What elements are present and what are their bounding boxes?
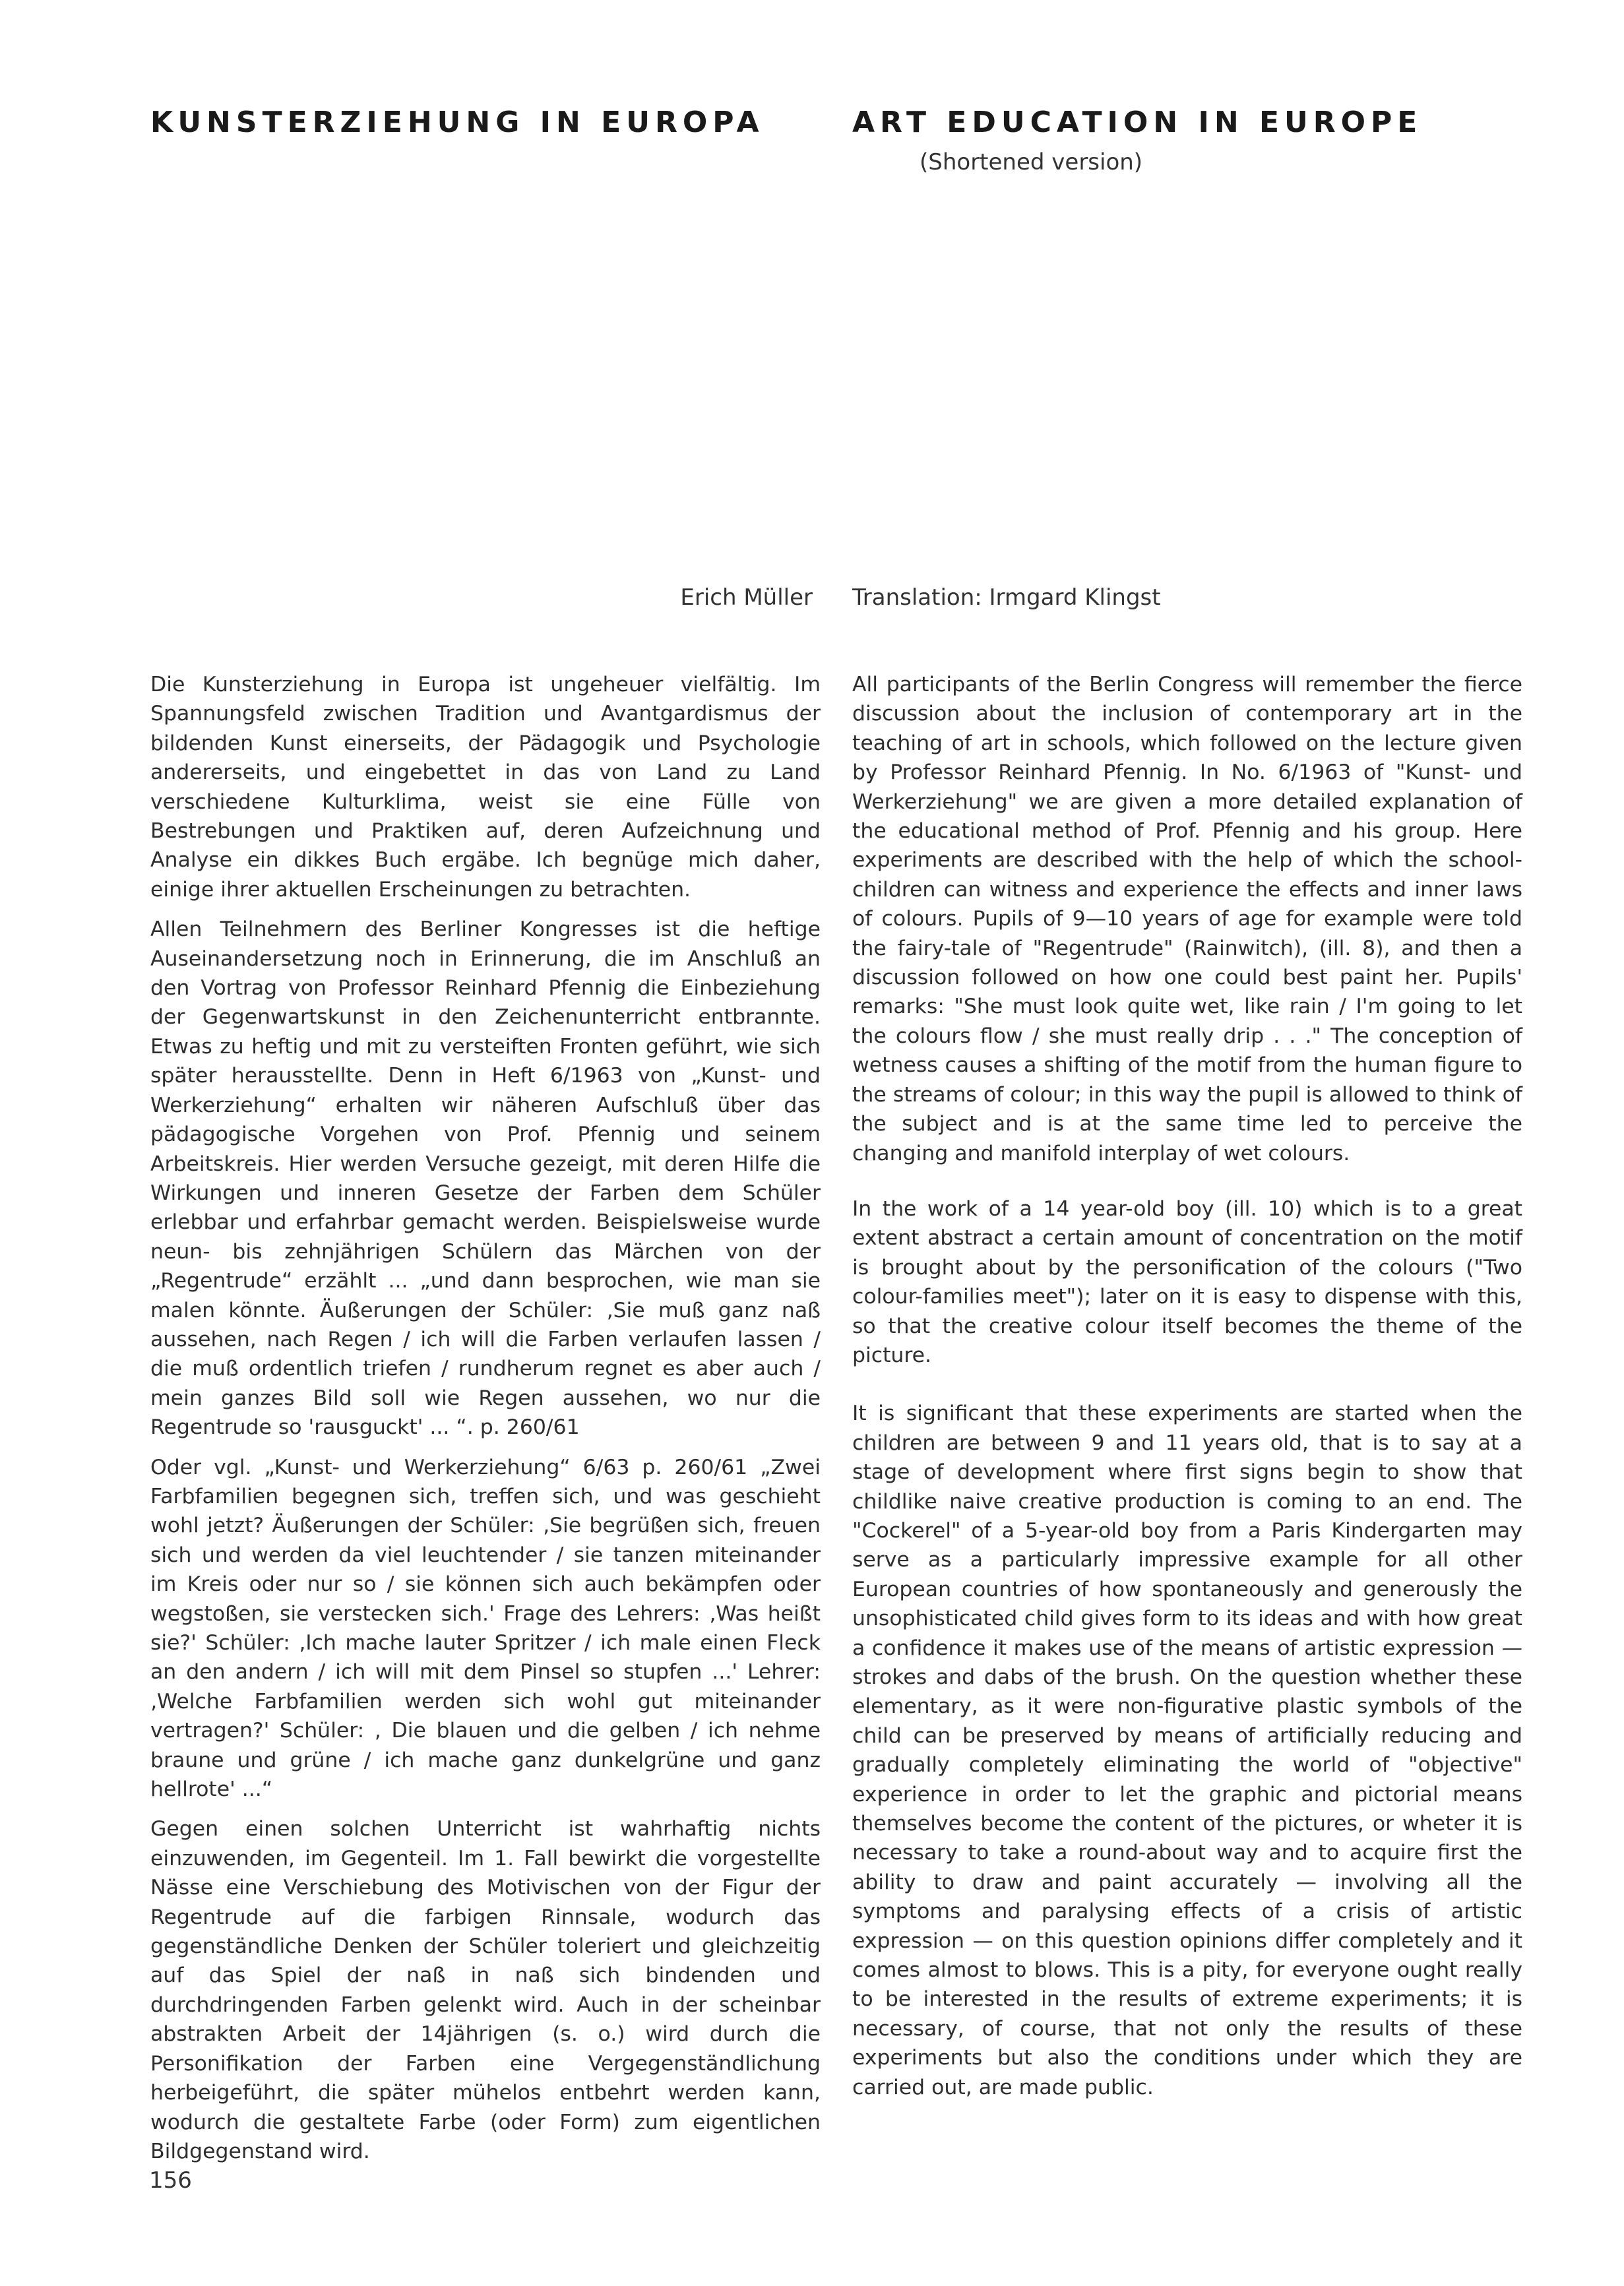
german-paragraph: Allen Teilnehmern des Berliner Kongresses ist die heftige Auseinandersetzung noch in Erinnerung, die im Anschluß an den Vortrag von Professor Reinhard Pfennig die Einbeziehung der Gegenwartskunst in den Zeichenunterricht entbrannte. Etwas zu heftig und mit zu versteiften Fronten geführt, wie sich später herausstellte. Denn in Heft 6/1963 von „Kunst- und Werkerziehung“ erhalten wir näheren Aufschluß über das pädagogische Vorgehen von Prof. Pfennig und seinem Arbeitskreis. Hier werden Versuche gezeigt, mit deren Hilfe die Wirkungen und inneren Gesetze der Farben dem Schüler erlebbar und erfahrbar gemacht werden. Beispielsweise wurde neun- bis zehnjährigen Schülern das Märchen von der „Regentrude“ erzählt ... „und dann besprochen, wie man sie malen könnte. Äußerungen der Schüler: ‚Sie muß ganz naß aussehen, nach Regen / ich will die Farben verlaufen lassen / die muß ordentlich triefen / rundherum regnet es aber auch / mein ganzes Bild soll wie Regen aussehen, wo nur die Regentrude so 'rausguckt' ... “. p. 260/61 xyxy=(150,917,821,1440)
german-paragraph: Die Kunsterziehung in Europa ist ungeheuer vielfältig. Im Spannungsfeld zwischen Tradition und Avantgardismus der bildenden Kunst einerseits, der Pädagogik und Psychologie andererseits, und eingebettet in das von Land zu Land verschiedene Kulturklima, weist sie eine Fülle von Bestrebungen und Praktiken auf, deren Aufzeichnung und Analyse ein dikkes Buch ergäbe. Ich begnüge mich daher, einige ihrer aktuellen Erscheinungen zu betrachten. xyxy=(150,673,821,902)
english-paragraph: In the work of a 14 year-old boy (ill. 10) which is to a great extent abstract a certain amount of concentration on the motif is brought about by the personification of the colours ("Two colour-families meet"); later on it is easy to dispense with this, so that the creative colour itself becomes the theme of the picture. xyxy=(852,1196,1522,1367)
english-column xyxy=(852,670,1522,2131)
german-paragraph: Oder vgl. „Kunst- und Werkerziehung“ 6/63 p. 260/61 „Zwei Farbfamilien begegnen sich, treffen sich, und was geschieht wohl jetzt? Äußerungen der Schüler: ‚Sie begrüßen sich, freuen sich und werden da viel leuchtender / sie tanzen miteinander im Kreis oder nur so / sie können sich auch bekämpfen oder wegstoßen, sie verstecken sich.' Frage des Lehrers: ‚Was heißt sie?' Schüler: ‚Ich mache lauter Spritzer / ich male einen Fleck an den andern / ich will mit dem Pinsel so stupfen ...' Lehrer: ‚Welche Farbfamilien werden sich wohl gut miteinander vertragen?' Schüler: , Die blauen und die gelben / ich nehme braune und grüne / ich mache ganz dunkelgrüne und ganz hellrote' ...“ xyxy=(150,1455,821,1802)
title-german: KUNSTERZIEHUNG IN EUROPA xyxy=(150,106,765,139)
subtitle-english: (Shortened version) xyxy=(920,149,1143,175)
author-byline: Erich Müller xyxy=(680,584,813,611)
english-paragraph: All participants of the Berlin Congress will remember the fierce discussion about the inclusion of contemporary art in the teaching of art in schools, which followed on the lecture given by Professor Reinhard Pfennig. In No. 6/1963 of "Kunst- und Werkerziehung" we are given a more detailed explanation of the educational method of Prof. Pfennig and his group. Here experiments are described with the help of which the school-children can witness and experience the effects and inner laws of colours. Pupils of 9—10 years of age for example were told the fairy-tale of "Regentrude" (Rainwitch), (ill. 8), and then a discussion followed on how one could best paint her. Pupils' remarks: "She must look quite wet, like rain / I'm going to let the colours flow / she must really drip . . ." The conception of wetness causes a shifting of the motif from the human figure to the streams of colour; in this way the pupil is allowed to think of the subject and is at the same time led to perceive the changing and manifold interplay of wet colours. xyxy=(852,673,1522,1165)
title-english: ART EDUCATION IN EUROPE xyxy=(852,106,1423,139)
english-paragraph: It is significant that these experiments are started when the children are between 9 and 11 years old, that is to say at a stage of development where first signs begin to show that childlike naive creative production is coming to an end. The "Cockerel" of a 5-year-old boy from a Paris Kindergarten may serve as a particularly impressive example for all other European countries of how spontaneously and generously the unsophisticated child gives form to its ideas and with how great a confidence it makes use of the means of artistic expression — strokes and dabs of the brush. On the question whether these elementary, as it were non-figurative plastic symbols of the child can be preserved by means of artificially reducing and gradually completely eliminating the world of "objective" experience in order to let the graphic and pictorial means themselves become the content of the pictures, or wheter it is necessary to take a round-about way and to acquire first the ability to draw and paint accurately — involving all the symptoms and paralysing effects of a crisis of artistic expression — on this question opinions differ completely and it comes almost to blows. This is a pity, for everyone ought really to be interested in the results of extreme experiments; it is necessary, of course, that not only the results of these experiments but also the conditions under which they are carried out, are made public. xyxy=(852,1402,1522,2099)
german-column xyxy=(150,670,821,2177)
page-number: 156 xyxy=(149,2167,192,2194)
german-paragraph: Gegen einen solchen Unterricht ist wahrhaftig nichts einzuwenden, im Gegenteil. Im 1. Fall bewirkt die vorgestellte Nässe eine Verschiebung des Motivischen von der Figur der Regentrude auf die farbigen Rinnsale, wodurch das gegenständliche Denken der Schüler toleriert und gleichzeitig auf das Spiel der naß in naß sich bindenden und durchdringenden Farben gelenkt wird. Auch in der scheinbar abstrakten Arbeit der 14jährigen (s. o.) wird durch die Personifikation der Farben eine Vergegenständlichung herbeigeführt, die später mühelos entbehrt werden kann, wodurch die gestaltete Farbe (oder Form) zum eigentlichen Bildgegenstand wird. xyxy=(150,1817,821,2163)
translator-byline: Translation: Irmgard Klingst xyxy=(852,584,1161,611)
